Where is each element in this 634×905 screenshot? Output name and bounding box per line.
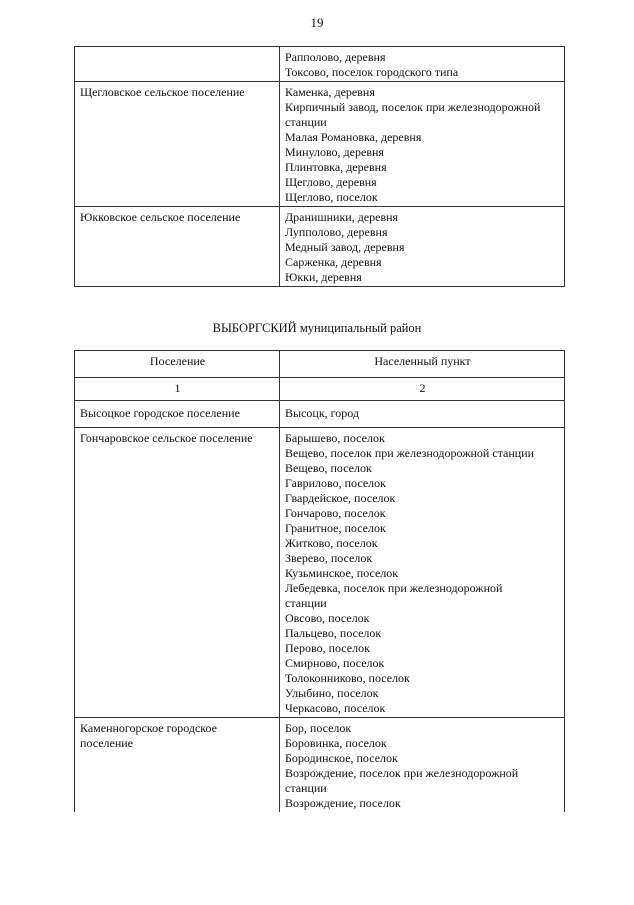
places-cell [280, 718, 565, 813]
place-item: Житково, поселок [285, 536, 378, 550]
place-item: Лебедевка, поселок при железнодорожной [285, 581, 503, 595]
place-item: Медный завод, деревня [285, 240, 405, 254]
place-item: станции [285, 596, 327, 610]
settlement-cell [75, 47, 280, 82]
column-index-row [75, 378, 565, 401]
place-item: Гвардейское, поселок [285, 491, 396, 505]
settlement-cell: Юкковское сельское поселение [75, 207, 280, 287]
table-row [75, 82, 565, 207]
column-header-settlement: Поселение [75, 351, 280, 378]
place-item: Гаврилово, поселок [285, 476, 386, 490]
place-item: Дранишники, деревня [285, 210, 399, 224]
place-item: Гончарово, поселок [285, 506, 386, 520]
place-item: Овсово, поселок [285, 611, 370, 625]
table-row [75, 428, 565, 718]
section-title: ВЫБОРГСКИЙ муниципальный район [212, 321, 422, 335]
place-item: Возрождение, поселок при железнодорожной [285, 766, 519, 780]
place-item: Бор, поселок [285, 721, 352, 735]
place-item: Пальцево, поселок [285, 626, 382, 640]
places-cell [280, 401, 565, 428]
table-header-row [75, 351, 565, 378]
table-row [75, 401, 565, 428]
table-row [75, 207, 565, 287]
place-item: Высоцк, город [285, 406, 360, 420]
places-cell [280, 47, 565, 82]
table-row [75, 47, 565, 82]
place-item: Юкки, деревня [285, 270, 362, 284]
place-item: Токсово, поселок городского типа [285, 65, 459, 79]
place-item: Кирпичный завод, поселок при железнодорожной [285, 100, 541, 114]
settlement-cell [75, 718, 280, 813]
settlement-name-line: поселение [80, 736, 134, 750]
places-cell [280, 82, 565, 207]
place-item: Черкасово, поселок [285, 701, 386, 715]
place-item: Плинтовка, деревня [285, 160, 387, 174]
page-number: 19 [310, 15, 324, 30]
column-index-1: 1 [75, 378, 280, 401]
place-item: Щеглово, поселок [285, 190, 378, 204]
place-item: Кузьминское, поселок [285, 566, 399, 580]
settlement-name-line: Каменногорское городское [80, 721, 217, 735]
place-item: станции [285, 115, 327, 129]
table-row [75, 718, 565, 813]
settlement-cell: Высоцкое городское поселение [75, 401, 280, 428]
column-header-locality: Населенный пункт [280, 351, 565, 378]
place-item: Зверево, поселок [285, 551, 373, 565]
places-cell [280, 428, 565, 718]
place-item: Сарженка, деревня [285, 255, 382, 269]
place-item: Улыбино, поселок [285, 686, 379, 700]
settlements-table-continued [74, 46, 565, 287]
place-item: Бородинское, поселок [285, 751, 398, 765]
place-item: Барышево, поселок [285, 431, 385, 445]
place-item: Боровинка, поселок [285, 736, 387, 750]
place-item: Малая Романовка, деревня [285, 130, 422, 144]
place-item: Каменка, деревня [285, 85, 375, 99]
place-item: Вещево, поселок [285, 461, 372, 475]
place-item: Лупполово, деревня [285, 225, 388, 239]
place-item: Перово, поселок [285, 641, 370, 655]
place-item: Гранитное, поселок [285, 521, 386, 535]
place-item: Толоконниково, поселок [285, 671, 410, 685]
place-item: Смирново, поселок [285, 656, 385, 670]
place-item: Щеглово, деревня [285, 175, 377, 189]
place-item: Возрождение, поселок [285, 796, 401, 810]
place-item: Вещево, поселок при железнодорожной станции [285, 446, 535, 460]
place-item: станции [285, 781, 327, 795]
place-item: Рапполово, деревня [285, 50, 386, 64]
settlement-cell: Гончаровское сельское поселение [75, 428, 280, 718]
places-cell [280, 207, 565, 287]
place-item: Минулово, деревня [285, 145, 384, 159]
vyborg-settlements-table [74, 350, 565, 812]
settlement-cell: Щегловское сельское поселение [75, 82, 280, 207]
column-index-2: 2 [280, 378, 565, 401]
